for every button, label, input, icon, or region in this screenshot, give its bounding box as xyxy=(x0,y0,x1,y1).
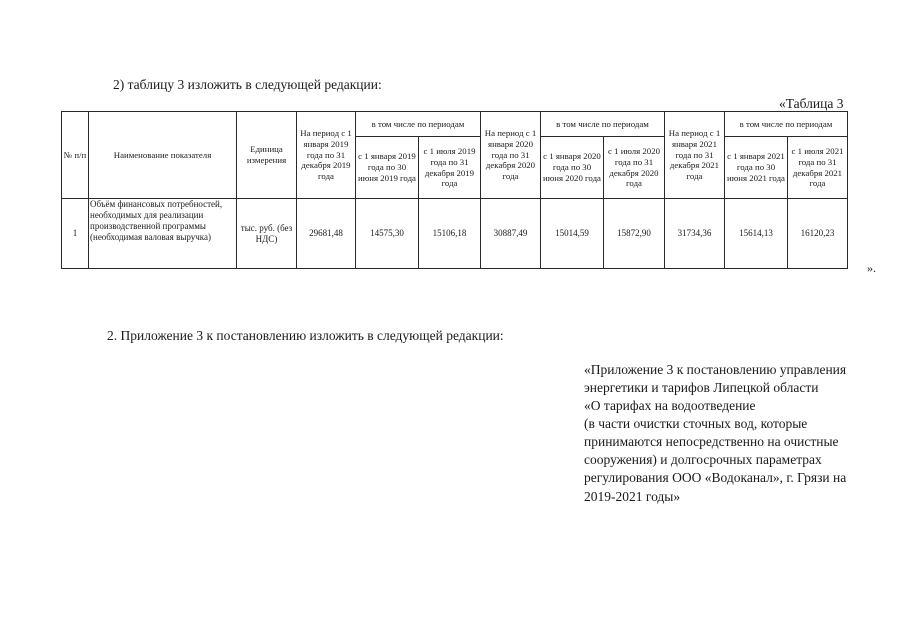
value-2021: 31734,36 xyxy=(665,199,725,269)
header-group-2019: в том числе по периодам xyxy=(356,112,481,137)
intro-line: 2) таблицу 3 изложить в следующей редакции: xyxy=(113,77,382,92)
header-period-2019: На период с 1 января 2019 года по 31 декабря 2019 года xyxy=(297,112,356,199)
tariff-table xyxy=(61,111,848,269)
value-2020-h1: 15014,59 xyxy=(541,199,604,269)
row-unit: тыс. руб. (без НДС) xyxy=(237,199,297,269)
appendix-header xyxy=(584,361,894,506)
table-header-row xyxy=(62,112,848,137)
row-num: 1 xyxy=(62,199,89,269)
appendix-line: 2019-2021 годы» xyxy=(584,488,681,504)
header-name: Наименование показателя xyxy=(89,112,237,199)
value-2019-h2: 15106,18 xyxy=(419,199,481,269)
appendix-line: сооружения) и долгосрочных параметрах xyxy=(584,452,822,468)
value-2020: 30887,49 xyxy=(481,199,541,269)
item-2-paragraph: 2. Приложение 3 к постановлению изложить в следующей редакции: xyxy=(107,328,504,343)
header-period-2021: На период с 1 января 2021 года по 31 декабря 2021 года xyxy=(665,112,725,199)
appendix-line: регулирования ООО «Водоканал», г. Грязи на xyxy=(584,470,847,486)
header-unit: Единица измерения xyxy=(237,112,297,199)
header-2020-h1: с 1 января 2020 года по 30 июня 2020 года xyxy=(541,137,604,199)
value-2019: 29681,48 xyxy=(297,199,356,269)
value-2021-h2: 16120,23 xyxy=(788,199,848,269)
appendix-line: «Приложение 3 к постановлению управления xyxy=(584,362,847,377)
header-group-2020: в том числе по периодам xyxy=(541,112,665,137)
row-name: Объём финансовых потребностей, необходимых для реализации производственной программы (необходимая валовая выручка) xyxy=(89,199,237,269)
table-row xyxy=(62,199,848,269)
value-2021-h1: 15614,13 xyxy=(725,199,788,269)
value-2020-h2: 15872,90 xyxy=(604,199,665,269)
header-2019-h2: с 1 июля 2019 года по 31 декабря 2019 года xyxy=(419,137,481,199)
appendix-line: принимаются непосредственно на очистные xyxy=(584,434,839,450)
value-2019-h1: 14575,30 xyxy=(356,199,419,269)
header-num: № п/п xyxy=(62,112,89,199)
appendix-line: энергетики и тарифов Липецкой области xyxy=(584,380,819,396)
header-2019-h1: с 1 января 2019 года по 30 июня 2019 года xyxy=(356,137,419,199)
closing-quote: ». xyxy=(867,261,876,275)
header-period-2020: На период с 1 января 2020 года по 31 декабря 2020 года xyxy=(481,112,541,199)
header-2020-h2: с 1 июля 2020 года по 31 декабря 2020 года xyxy=(604,137,665,199)
appendix-line: «О тарифах на водоотведение xyxy=(584,398,756,414)
header-2021-h2: с 1 июля 2021 года по 31 декабря 2021 года xyxy=(788,137,848,199)
header-2021-h1: с 1 января 2021 года по 30 июня 2021 года xyxy=(725,137,788,199)
appendix-line: (в части очистки сточных вод, которые xyxy=(584,416,808,432)
table-caption: «Таблица 3 xyxy=(779,96,844,111)
header-group-2021: в том числе по периодам xyxy=(725,112,848,137)
